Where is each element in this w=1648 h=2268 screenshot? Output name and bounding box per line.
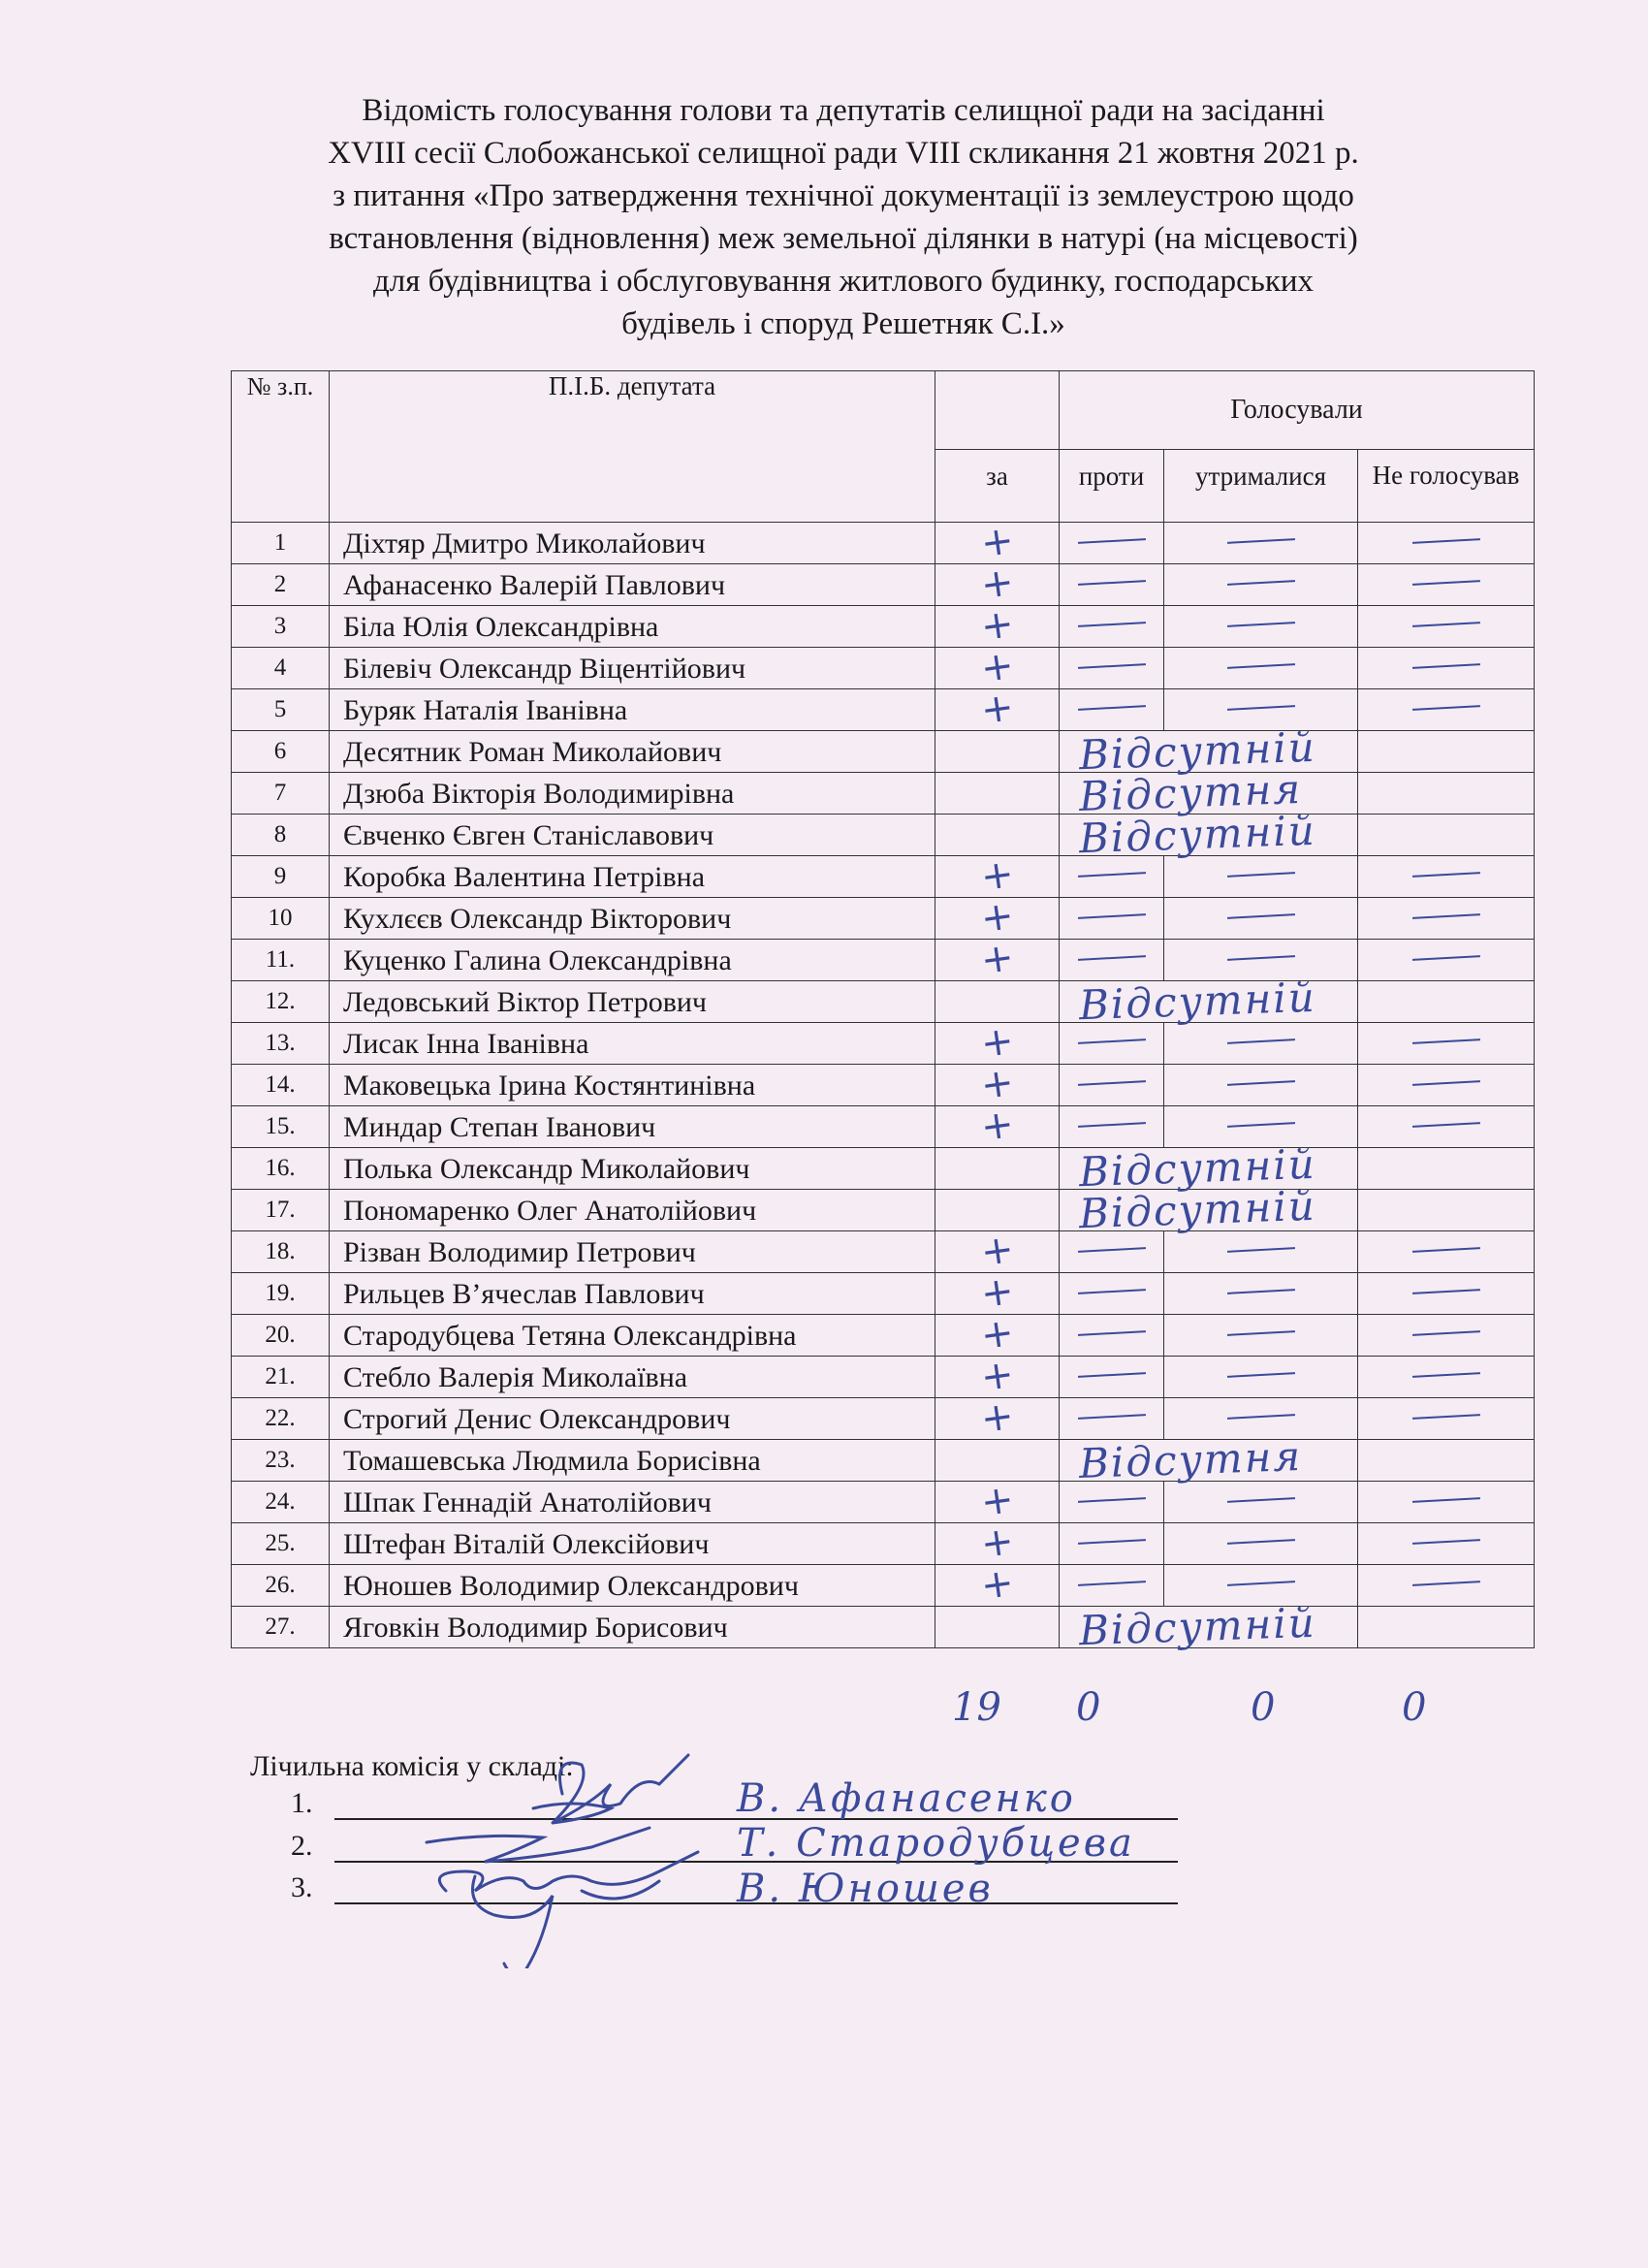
table-row [232, 1607, 1535, 1648]
plus-mark: + [977, 1392, 1017, 1443]
row-number: 22. [232, 1398, 330, 1440]
plus-mark: + [977, 1517, 1017, 1568]
title-line: для будівництва і обслуговування житлового будинку, господарських [372, 264, 1315, 299]
handwritten-signatures [388, 1736, 795, 1968]
plus-mark: + [977, 642, 1017, 692]
absent-mark: Відсутній [1078, 806, 1317, 863]
vote-for-cell [935, 1440, 1060, 1482]
table-row [232, 606, 1535, 648]
table-row [232, 564, 1535, 606]
vote-not-voted-cell [1358, 523, 1535, 564]
row-number: 12. [232, 981, 330, 1023]
table-row [232, 1190, 1535, 1231]
dash-mark [1411, 1581, 1479, 1586]
plus-mark: + [977, 892, 1017, 942]
header-not-voted: Не голосував [1358, 450, 1535, 523]
dash-mark [1411, 1080, 1479, 1086]
title-line: Відомість голосування голови та депутатів селищної ради на засіданні [362, 93, 1325, 128]
plus-mark: + [977, 559, 1017, 609]
dash-mark [1077, 1080, 1145, 1086]
vote-not-voted-cell [1358, 1565, 1535, 1607]
deputy-name: Ледовський Віктор Петрович [330, 981, 935, 1023]
vote-against-cell [1060, 689, 1164, 731]
dash-mark [1411, 913, 1479, 919]
vote-for-cell [935, 1101, 1060, 1151]
row-number: 1 [232, 523, 330, 564]
table-row [232, 898, 1535, 940]
vote-not-voted-cell [1358, 1398, 1535, 1440]
vote-not-voted-cell [1358, 1190, 1535, 1231]
table-row [232, 1565, 1535, 1607]
vote-against-cell [1060, 1273, 1164, 1315]
vote-not-voted-cell [1358, 1106, 1535, 1148]
vote-abstained-cell [1164, 1273, 1358, 1315]
deputy-name: Лисак Інна Іванівна [330, 1023, 935, 1065]
vote-for-cell [935, 1148, 1060, 1190]
vote-not-voted-cell [1358, 731, 1535, 773]
table-row [232, 1106, 1535, 1148]
vote-for-cell [935, 815, 1060, 856]
vote-not-voted-cell [1358, 648, 1535, 689]
vote-for-cell [935, 600, 1060, 651]
dash-mark [1077, 1247, 1145, 1253]
vote-against-cell [1060, 564, 1164, 606]
deputy-name: Кухлєєв Олександр Вікторович [330, 898, 935, 940]
vote-not-voted-cell [1358, 1273, 1535, 1315]
commission-member-1-number: 1. [291, 1787, 313, 1819]
deputy-name: Юношев Володимир Олександрович [330, 1565, 935, 1607]
vote-for-cell [935, 981, 1060, 1023]
row-number: 10 [232, 898, 330, 940]
row-number: 20. [232, 1315, 330, 1357]
vote-abstained-cell [1164, 1482, 1358, 1523]
plus-mark: + [977, 850, 1017, 901]
vote-abstained-cell [1164, 1065, 1358, 1106]
commission-member-3-number: 3. [291, 1871, 313, 1903]
dash-mark [1226, 913, 1294, 919]
vote-against-cell [1060, 1482, 1164, 1523]
vote-for-cell [935, 1226, 1060, 1276]
vote-abstained-cell [1164, 1023, 1358, 1065]
vote-against-cell [1060, 1398, 1164, 1440]
title-line: з питання «Про затвердження технічної документації із землеустрою щодо [333, 178, 1354, 213]
row-number: 7 [232, 773, 330, 815]
dash-mark [1411, 955, 1479, 961]
row-number: 24. [232, 1482, 330, 1523]
row-number: 19. [232, 1273, 330, 1315]
row-number: 26. [232, 1565, 330, 1607]
vote-for-cell [935, 850, 1060, 901]
dash-mark [1226, 1581, 1294, 1586]
dash-mark [1077, 913, 1145, 919]
dash-mark [1077, 580, 1145, 586]
deputy-name: Штефан Віталій Олексійович [330, 1523, 935, 1565]
dash-mark [1411, 872, 1479, 878]
vote-for-cell [935, 1476, 1060, 1526]
vote-against-cell [1060, 1315, 1164, 1357]
dash-mark [1226, 663, 1294, 669]
dash-mark [1411, 705, 1479, 711]
vote-for-cell [935, 1392, 1060, 1443]
table-row [232, 1440, 1535, 1482]
deputy-name: Стебло Валерія Миколаївна [330, 1357, 935, 1398]
title-line: встановлення (відновлення) меж земельної ділянки в натурі (на місцевості) [329, 221, 1358, 256]
dash-mark [1411, 580, 1479, 586]
vote-not-voted-cell [1358, 1315, 1535, 1357]
vote-not-voted-cell [1358, 606, 1535, 648]
table-row [232, 1023, 1535, 1065]
vote-against-cell [1060, 1523, 1164, 1565]
dash-mark [1411, 1414, 1479, 1420]
table-row [232, 981, 1535, 1023]
vote-for-cell [935, 1267, 1060, 1318]
dash-mark [1077, 1122, 1145, 1128]
vote-for-cell [935, 1607, 1060, 1648]
vote-for-cell [935, 892, 1060, 942]
deputy-name: Стародубцева Тетяна Олександрівна [330, 1315, 935, 1357]
table-row [232, 1273, 1535, 1315]
vote-against-cell [1060, 1357, 1164, 1398]
vote-not-voted-cell [1358, 773, 1535, 815]
header-voted: Голосували [1060, 371, 1535, 450]
row-number: 17. [232, 1190, 330, 1231]
dash-mark [1077, 1414, 1145, 1420]
dash-mark [1411, 1038, 1479, 1044]
vote-against-cell [1060, 1231, 1164, 1273]
vote-not-voted-cell [1358, 1482, 1535, 1523]
vote-for-cell [935, 1017, 1060, 1068]
table-row [232, 1065, 1535, 1106]
dash-mark [1411, 1247, 1479, 1253]
plus-mark: + [977, 1559, 1017, 1610]
row-number: 5 [232, 689, 330, 731]
vote-abstained-cell [1164, 1315, 1358, 1357]
vote-not-voted-cell [1358, 1065, 1535, 1106]
voting-table [231, 370, 1535, 1655]
table-body [232, 517, 1535, 1655]
plus-mark: + [977, 1226, 1017, 1276]
dash-mark [1411, 1330, 1479, 1336]
header-blank [935, 371, 1060, 450]
row-number: 3 [232, 606, 330, 648]
vote-against-cell [1060, 856, 1164, 898]
deputy-name: Рильцев В’ячеслав Павлович [330, 1273, 935, 1315]
deputy-name: Буряк Наталія Іванівна [330, 689, 935, 731]
plus-mark: + [977, 1101, 1017, 1151]
vote-for-cell [935, 773, 1060, 815]
row-number: 21. [232, 1357, 330, 1398]
vote-abstained-cell [1164, 564, 1358, 606]
vote-not-voted-cell [1358, 1357, 1535, 1398]
dash-mark [1077, 663, 1145, 669]
vote-for-cell [935, 1559, 1060, 1610]
dash-mark [1411, 1372, 1479, 1378]
vote-against-cell [1060, 1065, 1164, 1106]
deputy-name: Коробка Валентина Петрівна [330, 856, 935, 898]
vote-abstained-cell [1164, 1523, 1358, 1565]
header-number: № з.п. [232, 371, 330, 523]
table-row [232, 689, 1535, 731]
plus-mark: + [977, 1351, 1017, 1401]
plus-mark: + [977, 600, 1017, 651]
dash-mark [1226, 872, 1294, 878]
row-number: 8 [232, 815, 330, 856]
plus-mark: + [977, 934, 1017, 984]
dash-mark [1226, 955, 1294, 961]
deputy-name: Миндар Степан Іванович [330, 1106, 935, 1148]
deputy-name: Білевіч Олександр Віцентійович [330, 648, 935, 689]
table-row [232, 856, 1535, 898]
vote-against-cell [1060, 648, 1164, 689]
deputy-name: Полька Олександр Миколайович [330, 1148, 935, 1190]
dash-mark [1226, 1414, 1294, 1420]
vote-abstained-cell [1164, 1231, 1358, 1273]
row-number: 25. [232, 1523, 330, 1565]
dash-mark [1411, 1497, 1479, 1503]
absent-cell [1060, 1598, 1358, 1655]
vote-against-cell [1060, 1023, 1164, 1065]
plus-mark: + [977, 684, 1017, 734]
page-title [262, 89, 1425, 345]
vote-for-cell [935, 642, 1060, 692]
table-row [232, 1231, 1535, 1273]
header-against: проти [1060, 450, 1164, 523]
deputy-name: Діхтяр Дмитро Миколайович [330, 523, 935, 564]
absent-cell [1060, 1181, 1358, 1238]
row-number: 18. [232, 1231, 330, 1273]
row-number: 2 [232, 564, 330, 606]
dash-mark [1411, 538, 1479, 544]
row-number: 23. [232, 1440, 330, 1482]
deputy-name: Яговкін Володимир Борисович [330, 1607, 935, 1648]
vote-for-cell [935, 559, 1060, 609]
dash-mark [1226, 1289, 1294, 1294]
vote-for-cell [935, 1309, 1060, 1359]
vote-not-voted-cell [1358, 898, 1535, 940]
dash-mark [1226, 580, 1294, 586]
vote-against-cell [1060, 898, 1164, 940]
dash-mark [1411, 1539, 1479, 1545]
absent-mark: Відсутній [1078, 1598, 1317, 1655]
table-row [232, 523, 1535, 564]
table-row [232, 648, 1535, 689]
vote-not-voted-cell [1358, 1523, 1535, 1565]
absent-mark: Відсутня [1078, 764, 1303, 821]
dash-mark [1226, 622, 1294, 627]
deputy-name: Різван Володимир Петрович [330, 1231, 935, 1273]
plus-mark: + [977, 1476, 1017, 1526]
vote-abstained-cell [1164, 606, 1358, 648]
vote-not-voted-cell [1358, 1607, 1535, 1648]
vote-not-voted-cell [1358, 1148, 1535, 1190]
total-against: 0 [1076, 1685, 1101, 1730]
absent-mark: Відсутня [1078, 1431, 1303, 1488]
absent-mark: Відсутній [1078, 973, 1317, 1030]
table-row [232, 1398, 1535, 1440]
vote-not-voted-cell [1358, 1440, 1535, 1482]
vote-for-cell [935, 731, 1060, 773]
vote-abstained-cell [1164, 523, 1358, 564]
dash-mark [1077, 622, 1145, 627]
total-not-voted: 0 [1402, 1685, 1427, 1730]
table-row [232, 1148, 1535, 1190]
table-row [232, 940, 1535, 981]
dash-mark [1226, 1539, 1294, 1545]
dash-mark [1077, 1372, 1145, 1378]
vote-not-voted-cell [1358, 856, 1535, 898]
dash-mark [1226, 1330, 1294, 1336]
row-number: 16. [232, 1148, 330, 1190]
dash-mark [1077, 538, 1145, 544]
dash-mark [1226, 1080, 1294, 1086]
dash-mark [1411, 1289, 1479, 1294]
dash-mark [1077, 1539, 1145, 1545]
vote-not-voted-cell [1358, 981, 1535, 1023]
deputy-name: Куценко Галина Олександрівна [330, 940, 935, 981]
dash-mark [1077, 955, 1145, 961]
table-row [232, 1523, 1535, 1565]
title-line: будівель і споруд Решетняк С.І.» [621, 306, 1065, 341]
absent-cell [1060, 973, 1358, 1030]
row-number: 11. [232, 940, 330, 981]
deputy-name: Десятник Роман Миколайович [330, 731, 935, 773]
plus-mark: + [977, 517, 1017, 567]
dash-mark [1411, 622, 1479, 627]
dash-mark [1226, 705, 1294, 711]
total-for: 19 [952, 1685, 1001, 1730]
vote-abstained-cell [1164, 856, 1358, 898]
table-row [232, 815, 1535, 856]
vote-abstained-cell [1164, 1357, 1358, 1398]
vote-not-voted-cell [1358, 1023, 1535, 1065]
commission-label: Лічильна комісія у складі: [250, 1750, 574, 1782]
table-row [232, 1315, 1535, 1357]
plus-mark: + [977, 1309, 1017, 1359]
deputy-name: Біла Юлія Олександрівна [330, 606, 935, 648]
title-line: XVIII сесії Слобожанської селищної ради VIII скликання 21 жовтня 2021 р. [328, 136, 1359, 171]
header-for: за [935, 450, 1060, 523]
deputy-name: Пономаренко Олег Анатолійович [330, 1190, 935, 1231]
dash-mark [1077, 1497, 1145, 1503]
vote-against-cell [1060, 606, 1164, 648]
vote-for-cell [935, 1059, 1060, 1109]
vote-not-voted-cell [1358, 940, 1535, 981]
vote-for-cell [935, 517, 1060, 567]
deputy-name: Томашевська Людмила Борисівна [330, 1440, 935, 1482]
dash-mark [1226, 1497, 1294, 1503]
vote-against-cell [1060, 1565, 1164, 1607]
deputy-name: Маковецька Ірина Костянтинівна [330, 1065, 935, 1106]
row-number: 6 [232, 731, 330, 773]
dash-mark [1077, 872, 1145, 878]
plus-mark: + [977, 1059, 1017, 1109]
header-abstained: утрималися [1164, 450, 1358, 523]
absent-mark: Відсутній [1078, 1139, 1317, 1197]
vote-not-voted-cell [1358, 564, 1535, 606]
vote-for-cell [935, 934, 1060, 984]
table-row [232, 731, 1535, 773]
vote-for-cell [935, 1517, 1060, 1568]
deputy-name: Євченко Євген Станіславович [330, 815, 935, 856]
plus-mark: + [977, 1267, 1017, 1318]
row-number: 4 [232, 648, 330, 689]
vote-against-cell [1060, 1106, 1164, 1148]
absent-mark: Відсутній [1078, 1181, 1317, 1238]
vote-against-cell [1060, 940, 1164, 981]
absent-cell [1060, 1431, 1358, 1488]
dash-mark [1411, 1122, 1479, 1128]
plus-mark: + [977, 1017, 1017, 1068]
vote-abstained-cell [1164, 898, 1358, 940]
vote-abstained-cell [1164, 648, 1358, 689]
row-number: 27. [232, 1607, 330, 1648]
dash-mark [1226, 1247, 1294, 1253]
row-number: 9 [232, 856, 330, 898]
dash-mark [1226, 1372, 1294, 1378]
deputy-name: Афанасенко Валерій Павлович [330, 564, 935, 606]
vote-for-cell [935, 1190, 1060, 1231]
vote-not-voted-cell [1358, 689, 1535, 731]
row-number: 15. [232, 1106, 330, 1148]
absent-mark: Відсутній [1078, 722, 1317, 780]
table-row [232, 773, 1535, 815]
totals-row [0, 1685, 1648, 1734]
dash-mark [1077, 1289, 1145, 1294]
vote-not-voted-cell [1358, 1231, 1535, 1273]
dash-mark [1226, 1038, 1294, 1044]
dash-mark [1226, 1122, 1294, 1128]
dash-mark [1077, 1330, 1145, 1336]
commission-member-1-name: В. Афанасенко [737, 1776, 1076, 1821]
commission-member-3-name: В. Юношев [737, 1867, 994, 1911]
table-row [232, 1482, 1535, 1523]
commission-member-2-number: 2. [291, 1830, 313, 1862]
absent-cell [1060, 722, 1358, 780]
dash-mark [1077, 1038, 1145, 1044]
dash-mark [1226, 538, 1294, 544]
total-abstained: 0 [1251, 1685, 1276, 1730]
vote-for-cell [935, 1351, 1060, 1401]
dash-mark [1411, 663, 1479, 669]
header-name: П.І.Б. депутата [330, 371, 935, 523]
vote-against-cell [1060, 523, 1164, 564]
table-row [232, 1357, 1535, 1398]
row-number: 14. [232, 1065, 330, 1106]
vote-for-cell [935, 684, 1060, 734]
dash-mark [1077, 1581, 1145, 1586]
dash-mark [1077, 705, 1145, 711]
absent-cell [1060, 806, 1358, 863]
row-number: 13. [232, 1023, 330, 1065]
vote-not-voted-cell [1358, 815, 1535, 856]
deputy-name: Шпак Геннадій Анатолійович [330, 1482, 935, 1523]
deputy-name: Дзюба Вікторія Володимирівна [330, 773, 935, 815]
deputy-name: Строгий Денис Олександрович [330, 1398, 935, 1440]
commission-member-2-name: Т. Стародубцева [737, 1821, 1135, 1866]
